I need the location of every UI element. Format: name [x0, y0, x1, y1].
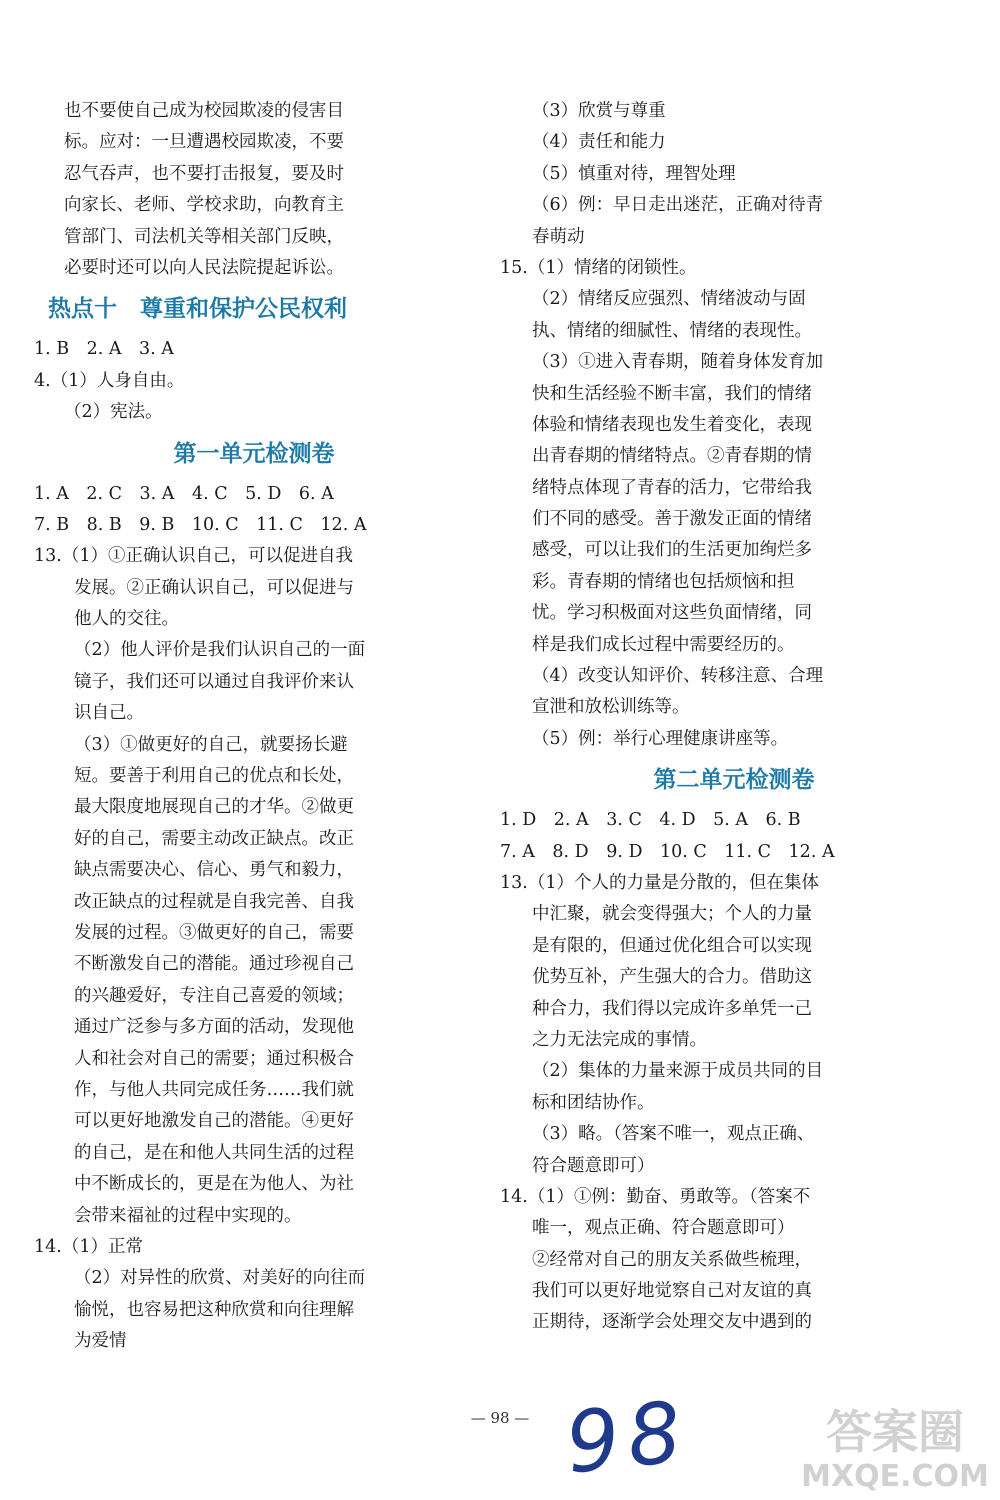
- answer-line: （6）例：早日走出迷茫，正确对待青: [532, 195, 824, 216]
- answer-line: （2）对异性的欣赏、对美好的向往而: [74, 1268, 366, 1289]
- answer-line: 种合力，我们得以完成许多单凭一己: [532, 998, 812, 1019]
- answer-line: 我们可以更好地觉察自己对友谊的真: [532, 1281, 812, 1302]
- answer-line: 好的自己，需要主动改正缺点。改正: [74, 828, 354, 849]
- answer-line: 标。应对：一旦遭遇校园欺凌，不要: [64, 132, 344, 153]
- answer-line: 的兴趣爱好，专注自己喜爱的领域；: [74, 985, 354, 1006]
- answer-line: （3）①进入青春期，随着身体发育加: [532, 352, 824, 373]
- answer-line: 4.（1）人身自由。: [34, 370, 185, 391]
- answer-line: 向家长、老师、学校求助，向教育主: [64, 195, 344, 216]
- answer-line: 14.（1）正常: [34, 1236, 143, 1257]
- answer-line: 为爱情: [74, 1331, 127, 1352]
- answer-line: 样是我们成长过程中需要经历的。: [532, 634, 795, 655]
- answer-line: （4）改变认知评价、转移注意、合理: [532, 666, 824, 687]
- answer-line: 是有限的，但通过优化组合可以实现: [532, 935, 812, 956]
- answer-line: 改正缺点的过程就是自我完善、自我: [74, 891, 354, 912]
- answer-line: 管部门、司法机关等相关部门反映，: [64, 226, 344, 247]
- answer-line: 感受，可以让我们的生活更加绚烂多: [532, 540, 812, 561]
- answer-line: 彩。青春期的情绪也包括烦恼和担: [532, 571, 795, 592]
- answer-line: 也不要使自己成为校园欺凌的侵害目: [64, 101, 344, 121]
- answer-line: 优势互补，产生强大的合力。借助这: [532, 967, 812, 988]
- answer-line: 们不同的感受。善于激发正面的情绪: [532, 509, 812, 530]
- answer-line: 春萌动: [532, 226, 585, 247]
- section-heading: 第二单元检测卷: [653, 766, 815, 794]
- answer-line: （2）宪法。: [64, 402, 163, 423]
- answer-line: 14.（1）①例：勤奋、勇敢等。（答案不: [500, 1186, 811, 1207]
- answer-line: 执、情绪的细腻性、情绪的表现性。: [532, 320, 812, 341]
- answer-line: （2）集体的力量来源于成员共同的目: [532, 1061, 824, 1082]
- answer-line: 出青春期的情绪特点。②青春期的情: [532, 446, 812, 467]
- section-heading: 热点十 尊重和保护公民权利: [48, 295, 347, 323]
- answer-line: 镜子，我们还可以通过自我评价来认: [74, 671, 354, 692]
- answer-line: 1. B 2. A 3. A: [34, 339, 174, 360]
- left-column: [34, 96, 474, 1357]
- answer-line: 体验和情绪表现也发生着变化，表现: [532, 414, 812, 435]
- answer-line: 1. D 2. A 3. C 4. D 5. A 6. B: [500, 810, 801, 831]
- answer-line: 必要时还可以向人民法院提起诉讼。: [64, 257, 344, 278]
- answer-line: 最大限度地展现自己的才华。②做更: [74, 797, 354, 818]
- page-number: — 98 —: [470, 1409, 530, 1427]
- answer-line: 中不断成长的，更是在为他人、为社: [74, 1174, 354, 1195]
- answer-line: 正期待，逐渐学会处理交友中遇到的: [532, 1312, 812, 1333]
- answer-line: （2）他人评价是我们认识自己的一面: [74, 640, 366, 661]
- answer-line: （4）责任和能力: [532, 132, 666, 153]
- answer-line: 发展的过程。③做更好的自己，需要: [74, 922, 354, 943]
- answer-line: 符合题意即可）: [532, 1155, 655, 1176]
- answer-line: 人和社会对自己的需要；通过积极合: [74, 1048, 354, 1069]
- answer-line: 发展。②正确认识自己，可以促进与: [74, 577, 354, 598]
- answer-line: 唯一，观点正确、符合题意即可）: [532, 1218, 795, 1239]
- answer-line: 愉悦，也容易把这种欣赏和向往理解: [74, 1299, 354, 1320]
- answer-line: 他人的交往。: [74, 609, 179, 630]
- answer-line: 宣泄和放松训练等。: [532, 697, 690, 718]
- answer-line: 13.（1）①正确认识自己，可以促进自我: [34, 546, 353, 567]
- watermark-top-text: 答案圈: [826, 1405, 964, 1459]
- answer-line: 作，与他人共同完成任务……我们就: [74, 1079, 354, 1100]
- answer-line: 忍气吞声，也不要打击报复，要及时: [64, 163, 344, 184]
- answer-line: 标和团结协作。: [532, 1092, 655, 1113]
- answer-line: 中汇聚，就会变得强大；个人的力量: [532, 904, 812, 925]
- answer-line: （5）例：举行心理健康讲座等。: [532, 728, 789, 749]
- answer-line: 7. B 8. B 9. B 10. C 11. C 12. A: [34, 514, 367, 535]
- answer-line: （3）略。（答案不唯一，观点正确、: [532, 1124, 815, 1145]
- answer-line: 不断激发自己的潜能。通过珍视自己: [74, 954, 354, 975]
- answer-line: 15.（1）情绪的闭锁性。: [500, 257, 697, 278]
- answer-line: 会带来福祉的过程中实现的。: [74, 1205, 302, 1226]
- right-column: [500, 96, 968, 1339]
- answer-line: 可以更好地激发自己的潜能。④更好: [74, 1111, 354, 1132]
- answer-line: 7. A 8. D 9. D 10. C 11. C 12. A: [500, 841, 835, 862]
- answer-line: 1. A 2. C 3. A 4. C 5. D 6. A: [34, 483, 334, 504]
- answer-line: （3）①做更好的自己，就要扬长避: [74, 734, 348, 755]
- answer-line: 之力无法完成的事情。: [532, 1029, 707, 1050]
- answer-line: ②经常对自己的朋友关系做些梳理，: [532, 1249, 812, 1270]
- answer-line: 短。要善于利用自己的优点和长处，: [74, 766, 354, 787]
- answer-line: 13.（1）个人的力量是分散的，但在集体: [500, 872, 819, 893]
- answer-line: 通过广泛参与多方面的活动，发现他: [74, 1017, 354, 1038]
- answer-line: （5）慎重对待，理智处理: [532, 163, 736, 184]
- answer-line: 忧。学习积极面对这些负面情绪，同: [532, 603, 812, 624]
- section-heading: 第一单元检测卷: [173, 439, 335, 467]
- answer-line: （2）情绪反应强烈、情绪波动与固: [532, 289, 806, 310]
- watermark-bottom-text: MXQE.COM: [801, 1459, 989, 1494]
- answer-line: 识自己。: [74, 703, 144, 724]
- answer-line: （3）欣赏与尊重: [532, 101, 666, 121]
- handwritten-page-number: 98: [561, 1382, 694, 1493]
- watermark-logo: [800, 1398, 990, 1498]
- answer-line: 快和生活经验不断丰富，我们的情绪: [532, 383, 812, 404]
- answer-line: 的自己，是在和他人共同生活的过程: [74, 1142, 354, 1163]
- answer-line: 绪特点体现了青春的活力，它带给我: [532, 477, 812, 498]
- answer-line: 缺点需要决心、信心、勇气和毅力，: [74, 860, 354, 881]
